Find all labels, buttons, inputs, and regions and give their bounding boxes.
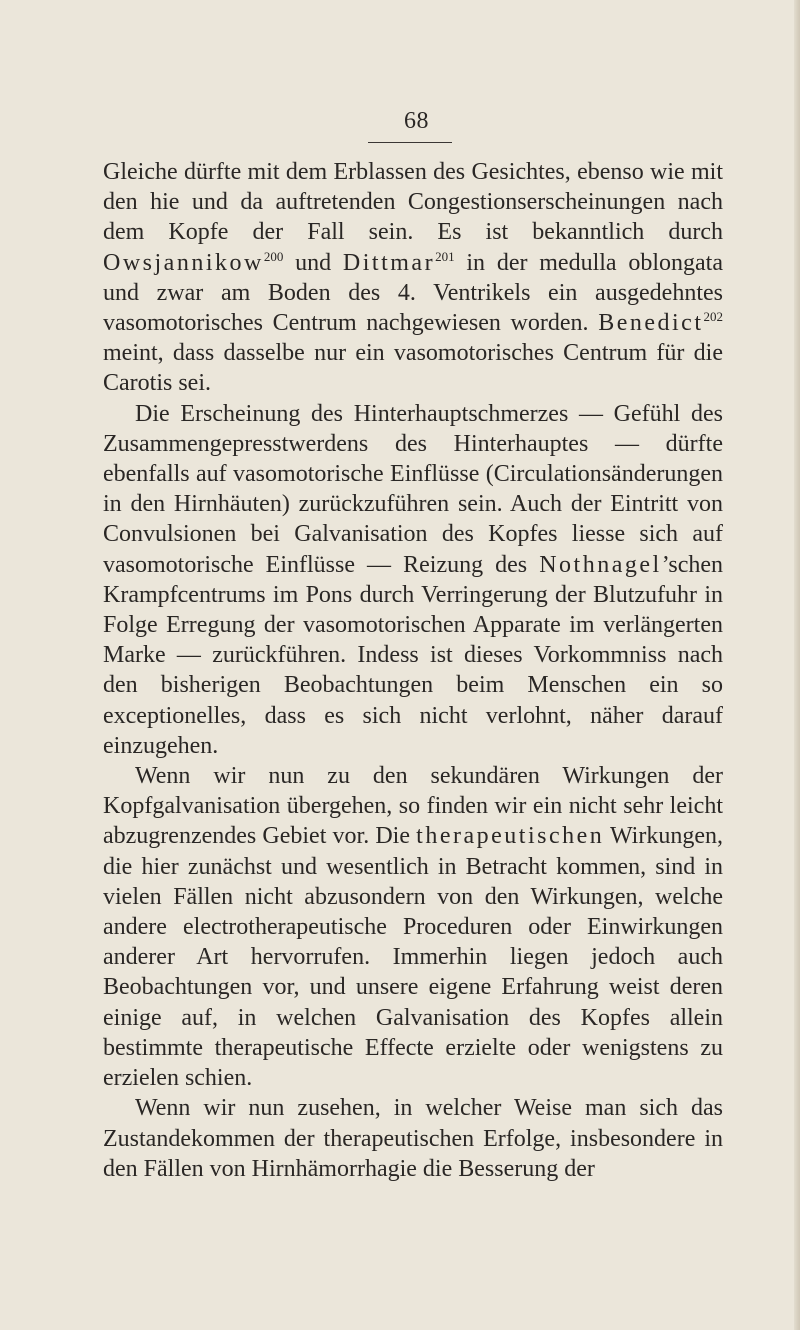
text-run: meint, dass dasselbe nur ein vasomotorisches Centrum für die Carotis sei. — [103, 340, 723, 397]
text-run: ’schen Krampfcentrums im Pons durch Verringerung der Blutzufuhr in Folge Erregung der vasomotorischen Apparate im verlängerten Marke — zurückführen. Indess ist dieses Vorkommniss nach den bisherigen Beobachtungen beim Menschen ein so exceptionelles, dass es sich nicht verlohnt, näher darauf einzugehen. — [103, 551, 723, 759]
text-run: Gleiche dürfte mit dem Erblassen des Gesichtes, ebenso wie mit den hie und da auftretenden Congestionserscheinungen nach dem Kopfe der Fall sein. Es ist bekanntlich durch — [103, 159, 723, 246]
paragraph-4 — [103, 1093, 723, 1184]
author-name-owsjannikow: Owsjannikow — [103, 249, 264, 276]
page-edge-shadow — [794, 0, 800, 1330]
text-run: und — [283, 249, 343, 276]
author-name-benedict: Benedict — [598, 310, 704, 337]
text-run: Wenn wir nun zusehen, in welcher Weise man sich das Zustandekommen der therapeutischen Erfolge, insbesondere in den Fällen von Hirnhämorrhagie die Besserung der — [103, 1095, 723, 1182]
paragraph-1 — [103, 157, 723, 399]
emphasis-therapeutischen: therapeutischen — [416, 823, 605, 850]
author-name-nothnagel: Nothnagel — [539, 551, 662, 578]
text-run: Wenn wir nun zu den sekundären Wirkungen der Kopfgalvanisation übergehen, so finden wir ein nicht sehr leicht abzugrenzendes Gebiet vor. Die — [103, 763, 723, 850]
paragraph-2 — [103, 399, 723, 761]
body-text — [103, 157, 723, 1184]
text-run: in der medulla oblongata und zwar am Boden des 4. Ventrikels ein ausgedehntes vasomotorisches Centrum nachgewiesen worden. — [103, 249, 724, 337]
text-run: Die Erscheinung des Hinterhauptschmerzes — Gefühl des Zusammengepresstwerdens des Hinterhauptes — dürfte ebenfalls auf vasomotorische Einflüsse (Circulationsänderungen in den Hirnhäuten) zurückzuführen sein. Auch der Eintritt von Convulsionen bei Galvanisation des Kopfes liesse sich auf vasomotorische Einflüsse — Reizung des — [103, 400, 723, 578]
footnote-ref-202: 202 — [703, 309, 723, 325]
paragraph-3 — [103, 761, 723, 1093]
author-name-dittmar: Dittmar — [342, 249, 436, 276]
footnote-ref-201: 201 — [435, 248, 455, 264]
footnote-ref-200: 200 — [263, 248, 284, 264]
page-number: 68 — [404, 108, 429, 134]
text-run: Wirkungen, die hier zunächst und wesentlich in Betracht kommen, sind in vielen Fällen nicht abzusondern von den Wirkungen, welche andere electrotherapeutische Proceduren oder Einwirkungen anderer Art hervorrufen. Immerhin liegen jedoch auch Beobachtungen vor, und unsere eigene Erfahrung weist deren einige auf, in welchen Galvanisation des Kopfes allein bestimmte therapeutische Effecte erzielte oder wenigstens zu erzielen schien. — [103, 823, 723, 1092]
page-number-rule — [368, 142, 452, 143]
